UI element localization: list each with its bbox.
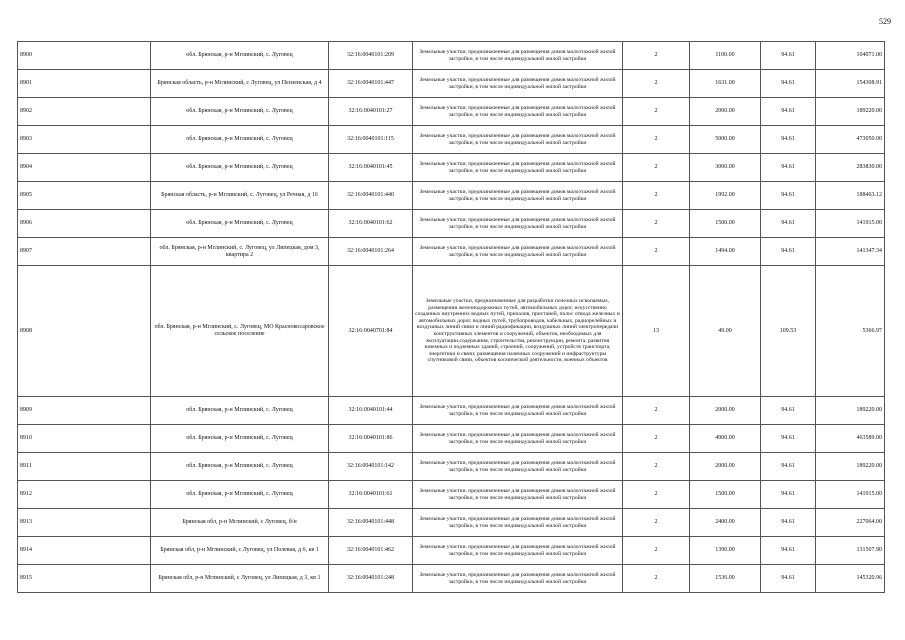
cadastral-number-cell: 32:16:0040101:462 bbox=[329, 537, 413, 565]
row-number-cell: 8908 bbox=[18, 266, 151, 397]
cadastral-value-cell: 463589.00 bbox=[816, 425, 885, 453]
rate-cell: 94.61 bbox=[761, 70, 816, 98]
address-cell: обл. Брянская, р-н Мглинский, с. Луговец bbox=[151, 397, 329, 425]
area-cell: 1992.00 bbox=[690, 182, 761, 210]
table-row bbox=[18, 425, 885, 453]
table-body bbox=[18, 42, 885, 593]
table-row bbox=[18, 154, 885, 182]
cadastral-number-cell: 32:16:0040101:115 bbox=[329, 126, 413, 154]
rate-cell: 94.61 bbox=[761, 238, 816, 266]
cadastral-value-cell: 5366.97 bbox=[816, 266, 885, 397]
cadastral-number-cell: 32:16:0040101:448 bbox=[329, 509, 413, 537]
land-purpose-cell: Земельные участки, предназначенные для размещения домов малоэтажной жилой застройки, в том числе индивидуальной жилой застройки bbox=[413, 397, 623, 425]
category-cell: 2 bbox=[623, 453, 690, 481]
category-cell: 2 bbox=[623, 98, 690, 126]
rate-cell: 94.61 bbox=[761, 509, 816, 537]
cadastral-value-cell: 227064.00 bbox=[816, 509, 885, 537]
row-number-cell: 8902 bbox=[18, 98, 151, 126]
land-purpose-cell: Земельные участки, предназначенные для размещения домов малоэтажной жилой застройки, в том числе индивидуальной жилой застройки bbox=[413, 126, 623, 154]
row-number-cell: 8903 bbox=[18, 126, 151, 154]
area-cell: 3000.00 bbox=[690, 154, 761, 182]
category-cell: 2 bbox=[623, 509, 690, 537]
cadastral-value-cell: 154308.91 bbox=[816, 70, 885, 98]
row-number-cell: 8904 bbox=[18, 154, 151, 182]
rate-cell: 94.61 bbox=[761, 397, 816, 425]
table-row bbox=[18, 509, 885, 537]
rate-cell: 94.61 bbox=[761, 453, 816, 481]
cadastral-number-cell: 32:16:0040101:27 bbox=[329, 98, 413, 126]
cadastral-number-cell: 32:16:0040101:142 bbox=[329, 453, 413, 481]
area-cell: 4900.00 bbox=[690, 425, 761, 453]
cadastral-value-cell: 141915.00 bbox=[816, 210, 885, 238]
row-number-cell: 8912 bbox=[18, 481, 151, 509]
cadastral-value-cell: 141347.34 bbox=[816, 238, 885, 266]
area-cell: 1500.00 bbox=[690, 210, 761, 238]
cadastral-value-cell: 141915.00 bbox=[816, 481, 885, 509]
land-purpose-cell: Земельные участки, предназначенные для разработки полезных ископаемых, размещения железнодорожных путей, автомобильных дорог, искусственно созданных внутренних водных путей, причалов, пристаней, полос отвода железных и автомобильных дорог, водных путей, трубопроводов, кабельных, радиорелейных и воздушных линий связи и линий радиофикации, воздушных линий электропередачи конструктивных элементов и сооружений, объектов, необходимых для эксплуатации,содержания, строительства, реконструкции, ремонта, развития наземных и подземных зданий, строений, сооружений, устройств транспорта, энергетики и связи; размещения наземных сооружений и инфраструктуры спутниковой связи, объектов космической деятельности, военных объектов bbox=[413, 266, 623, 397]
address-cell: обл. Брянская, р-н Мглинский, с. Луговец bbox=[151, 98, 329, 126]
land-purpose-cell: Земельные участки, предназначенные для размещения домов малоэтажной жилой застройки, в том числе индивидуальной жилой застройки bbox=[413, 537, 623, 565]
address-cell: обл. Брянская, р-н Мглинский, с. Луговец bbox=[151, 154, 329, 182]
address-cell: Брянская обл, р-н Мглинский, с Луговец, ул Липецкая, д 3, кв 1 bbox=[151, 565, 329, 593]
cadastral-value-cell: 145320.96 bbox=[816, 565, 885, 593]
area-cell: 1100.00 bbox=[690, 42, 761, 70]
category-cell: 2 bbox=[623, 126, 690, 154]
area-cell: 1536.00 bbox=[690, 565, 761, 593]
land-purpose-cell: Земельные участки, предназначенные для размещения домов малоэтажной жилой застройки, в том числе индивидуальной жилой застройки bbox=[413, 425, 623, 453]
table-row bbox=[18, 397, 885, 425]
cadastral-number-cell: 32:16:0040101:248 bbox=[329, 565, 413, 593]
row-number-cell: 8915 bbox=[18, 565, 151, 593]
address-cell: обл. Брянская, р-н Мглинский, с. Луговец bbox=[151, 210, 329, 238]
land-purpose-cell: Земельные участки, предназначенные для размещения домов малоэтажной жилой застройки, в том числе индивидуальной жилой застройки bbox=[413, 210, 623, 238]
area-cell: 2000.00 bbox=[690, 98, 761, 126]
table-row bbox=[18, 210, 885, 238]
page-number: 529 bbox=[879, 17, 891, 26]
land-purpose-cell: Земельные участки, предназначенные для размещения домов малоэтажной жилой застройки, в том числе индивидуальной жилой застройки bbox=[413, 70, 623, 98]
address-cell: обл. Брянская, р-н Мглинский, с. Луговец, ул Липецкая, дом 3, квартира 2 bbox=[151, 238, 329, 266]
category-cell: 2 bbox=[623, 238, 690, 266]
table-row bbox=[18, 70, 885, 98]
cadastral-number-cell: 32:16:0040101:209 bbox=[329, 42, 413, 70]
row-number-cell: 8911 bbox=[18, 453, 151, 481]
land-purpose-cell: Земельные участки, предназначенные для размещения домов малоэтажной жилой застройки, в том числе индивидуальной жилой застройки bbox=[413, 98, 623, 126]
cadastral-number-cell: 32:16:0040101:440 bbox=[329, 182, 413, 210]
cadastral-value-cell: 283830.00 bbox=[816, 154, 885, 182]
address-cell: Брянская обл, р-н Мглинский, с Луговец, б/н bbox=[151, 509, 329, 537]
rate-cell: 94.61 bbox=[761, 154, 816, 182]
area-cell: 2400.00 bbox=[690, 509, 761, 537]
table-row bbox=[18, 453, 885, 481]
rate-cell: 94.61 bbox=[761, 537, 816, 565]
category-cell: 2 bbox=[623, 397, 690, 425]
cadastral-value-table bbox=[17, 41, 885, 593]
land-purpose-cell: Земельные участки, предназначенные для размещения домов малоэтажной жилой застройки, в том числе индивидуальной жилой застройки bbox=[413, 509, 623, 537]
land-purpose-cell: Земельные участки, предназначенные для размещения домов малоэтажной жилой застройки, в том числе индивидуальной жилой застройки bbox=[413, 481, 623, 509]
row-number-cell: 8910 bbox=[18, 425, 151, 453]
cadastral-value-cell: 189220.00 bbox=[816, 397, 885, 425]
cadastral-number-cell: 32:16:0040101:45 bbox=[329, 154, 413, 182]
area-cell: 2000.00 bbox=[690, 397, 761, 425]
table-row bbox=[18, 98, 885, 126]
rate-cell: 109.53 bbox=[761, 266, 816, 397]
cadastral-number-cell: 32:16:0040701:84 bbox=[329, 266, 413, 397]
rate-cell: 94.61 bbox=[761, 126, 816, 154]
address-cell: обл. Брянская, р-н Мглинский, с. Луговец bbox=[151, 481, 329, 509]
table-row bbox=[18, 266, 885, 397]
address-cell: Брянская обл, р-н Мглинский, с Луговец, ул Полевая, д 6, кв 1 bbox=[151, 537, 329, 565]
cadastral-number-cell: 32:16:0040101:61 bbox=[329, 481, 413, 509]
rate-cell: 94.61 bbox=[761, 182, 816, 210]
address-cell: обл. Брянская, р-н Мглинский, с. Луговец, МО Краснокосаровское сельское поселение bbox=[151, 266, 329, 397]
cadastral-value-cell: 131507.90 bbox=[816, 537, 885, 565]
cadastral-number-cell: 32:16:0040101:264 bbox=[329, 238, 413, 266]
rate-cell: 94.61 bbox=[761, 425, 816, 453]
table-row bbox=[18, 126, 885, 154]
address-cell: Брянская область, р-н Мглинский, с. Луговец, ул Речная, д 16 bbox=[151, 182, 329, 210]
rate-cell: 94.61 bbox=[761, 210, 816, 238]
row-number-cell: 8905 bbox=[18, 182, 151, 210]
address-cell: обл. Брянская, р-н Мглинский, с. Луговец bbox=[151, 42, 329, 70]
row-number-cell: 8913 bbox=[18, 509, 151, 537]
cadastral-value-cell: 189220.00 bbox=[816, 453, 885, 481]
category-cell: 2 bbox=[623, 537, 690, 565]
rate-cell: 94.61 bbox=[761, 42, 816, 70]
rate-cell: 94.61 bbox=[761, 98, 816, 126]
table-row bbox=[18, 537, 885, 565]
land-purpose-cell: Земельные участки, предназначенные для размещения домов малоэтажной жилой застройки, в том числе индивидуальной жилой застройки bbox=[413, 182, 623, 210]
address-cell: обл. Брянская, р-н Мглинский, с. Луговец bbox=[151, 425, 329, 453]
land-purpose-cell: Земельные участки, предназначенные для размещения домов малоэтажной жилой застройки, в том числе индивидуальной жилой застройки bbox=[413, 154, 623, 182]
row-number-cell: 8900 bbox=[18, 42, 151, 70]
cadastral-value-cell: 189220.00 bbox=[816, 98, 885, 126]
land-purpose-cell: Земельные участки, предназначенные для размещения домов малоэтажной жилой застройки, в том числе индивидуальной жилой застройки bbox=[413, 42, 623, 70]
rate-cell: 94.61 bbox=[761, 565, 816, 593]
category-cell: 2 bbox=[623, 210, 690, 238]
area-cell: 1390.00 bbox=[690, 537, 761, 565]
land-purpose-cell: Земельные участки, предназначенные для размещения домов малоэтажной жилой застройки, в том числе индивидуальной жилой застройки bbox=[413, 238, 623, 266]
area-cell: 5000.00 bbox=[690, 126, 761, 154]
rate-cell: 94.61 bbox=[761, 481, 816, 509]
cadastral-number-cell: 32:16:0040101:44 bbox=[329, 397, 413, 425]
category-cell: 2 bbox=[623, 565, 690, 593]
area-cell: 1631.00 bbox=[690, 70, 761, 98]
table-row bbox=[18, 565, 885, 593]
address-cell: Брянская область, р-н Мглинский, с Луговец, ул Пензенская, д 4 bbox=[151, 70, 329, 98]
area-cell: 1500.00 bbox=[690, 481, 761, 509]
category-cell: 2 bbox=[623, 42, 690, 70]
category-cell: 2 bbox=[623, 154, 690, 182]
table-row bbox=[18, 238, 885, 266]
cadastral-value-cell: 104071.00 bbox=[816, 42, 885, 70]
land-purpose-cell: Земельные участки, предназначенные для размещения домов малоэтажной жилой застройки, в том числе индивидуальной жилой застройки bbox=[413, 453, 623, 481]
category-cell: 2 bbox=[623, 70, 690, 98]
table-row bbox=[18, 182, 885, 210]
category-cell: 13 bbox=[623, 266, 690, 397]
cadastral-number-cell: 32:16:0040101:62 bbox=[329, 210, 413, 238]
address-cell: обл. Брянская, р-н Мглинский, с. Луговец bbox=[151, 126, 329, 154]
row-number-cell: 8914 bbox=[18, 537, 151, 565]
cadastral-number-cell: 32:16:0040101:447 bbox=[329, 70, 413, 98]
category-cell: 2 bbox=[623, 182, 690, 210]
cadastral-value-cell: 473050.00 bbox=[816, 126, 885, 154]
row-number-cell: 8909 bbox=[18, 397, 151, 425]
area-cell: 49.00 bbox=[690, 266, 761, 397]
category-cell: 2 bbox=[623, 481, 690, 509]
area-cell: 1494.00 bbox=[690, 238, 761, 266]
cadastral-number-cell: 32:16:0040101:86 bbox=[329, 425, 413, 453]
area-cell: 2000.00 bbox=[690, 453, 761, 481]
row-number-cell: 8901 bbox=[18, 70, 151, 98]
table-row bbox=[18, 481, 885, 509]
address-cell: обл. Брянская, р-н Мглинский, с. Луговец bbox=[151, 453, 329, 481]
cadastral-value-cell: 188463.12 bbox=[816, 182, 885, 210]
land-purpose-cell: Земельные участки, предназначенные для размещения домов малоэтажной жилой застройки, в том числе индивидуальной жилой застройки bbox=[413, 565, 623, 593]
row-number-cell: 8906 bbox=[18, 210, 151, 238]
category-cell: 2 bbox=[623, 425, 690, 453]
table-row bbox=[18, 42, 885, 70]
row-number-cell: 8907 bbox=[18, 238, 151, 266]
